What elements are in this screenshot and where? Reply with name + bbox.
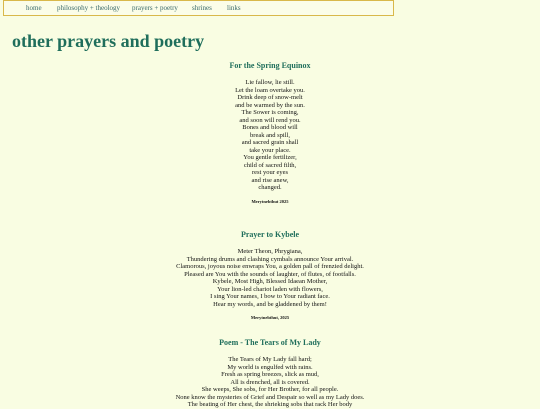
poem-line: Hear my words, and be gladdened by them! xyxy=(213,300,327,308)
poem-title: Poem - The Tears of My Lady xyxy=(219,338,321,347)
poem-line: She weeps, She sobs, for Her Brother, for all people. xyxy=(201,386,339,393)
poem-author: Merytnebthut, 2025 xyxy=(250,315,290,320)
poem-line: My world is engulfed with rains. xyxy=(227,363,313,371)
poem-line: Meter Theon, Phrygiana, xyxy=(237,248,303,255)
poem-line: break and spill, xyxy=(250,131,290,139)
poem-line: Bones and blood will xyxy=(242,124,298,131)
poem-line: child of sacred filth, xyxy=(243,161,297,169)
poem-line: changed. xyxy=(258,184,282,191)
poem-line: The beating of Her chest, the shrieking sobs that rack Her body xyxy=(187,401,353,408)
poem-line: The Tears of My Lady fall hard; xyxy=(228,356,312,363)
poem-line: rest your eyes xyxy=(251,169,289,176)
poem-line: Let the loam overtake you. xyxy=(235,86,305,94)
top-navigation-bar xyxy=(3,0,394,16)
poem-spring-equinox xyxy=(0,61,540,205)
nav-link-links[interactable]: links xyxy=(227,4,241,12)
poem-body xyxy=(0,79,540,192)
poem-line: Kybele, Most High, Blessed Idaean Mother, xyxy=(212,278,328,285)
poem-line: and soon will rend you. xyxy=(239,116,301,124)
poem-line: The Sower is coming, xyxy=(241,109,299,116)
poem-line: Pleased are You with the sounds of laughter, of flutes, of footfalls. xyxy=(184,270,356,278)
poem-line: None know the mysteries of Grief and Despair so well as my Lady does. xyxy=(175,393,365,401)
poem-body xyxy=(0,248,540,308)
poem-line: Your lion-led chariot laden with flowers, xyxy=(217,285,323,293)
poem-title: For the Spring Equinox xyxy=(229,61,311,70)
poem-line: Lie fallow, lie still. xyxy=(245,79,295,86)
poem-line: take your place. xyxy=(249,146,291,154)
nav-link-shrines[interactable]: shrines xyxy=(192,4,212,12)
poem-line: and be warmed by the sun. xyxy=(235,101,305,109)
poem-line: and sacred grain shall xyxy=(241,139,299,146)
page-title: other prayers and poetry xyxy=(12,31,205,51)
poem-title: Prayer to Kybele xyxy=(240,230,300,239)
poem-body xyxy=(0,356,540,409)
poem-line: and rise anew, xyxy=(251,176,289,184)
poem-prayer-to-kybele xyxy=(0,230,540,321)
poem-tears-of-my-lady xyxy=(0,338,540,409)
poem-line: Fresh as spring breezes, slick as mud, xyxy=(221,371,319,378)
poem-line: Thundering drums and clashing cymbals announce Your arrival. xyxy=(186,255,354,263)
poem-line: Clamorous, joyous noise enwraps You, a golden pall of frenzied delight. xyxy=(176,263,364,270)
nav-link-philosophy-theology[interactable]: philosophy + theology xyxy=(57,4,121,12)
nav-link-home[interactable]: home xyxy=(26,4,42,12)
poem-line: I sing Your names, I bow to Your radiant face. xyxy=(210,293,330,300)
poem-line: Drink deep of snow-melt xyxy=(237,94,303,101)
poem-line: You gentle fertilizer, xyxy=(243,154,297,161)
poem-line: All is drenched, all is covered. xyxy=(230,378,310,386)
nav-link-prayers-poetry[interactable]: prayers + poetry xyxy=(132,4,178,12)
poem-author: Merytnebthut 2025 xyxy=(251,198,289,204)
